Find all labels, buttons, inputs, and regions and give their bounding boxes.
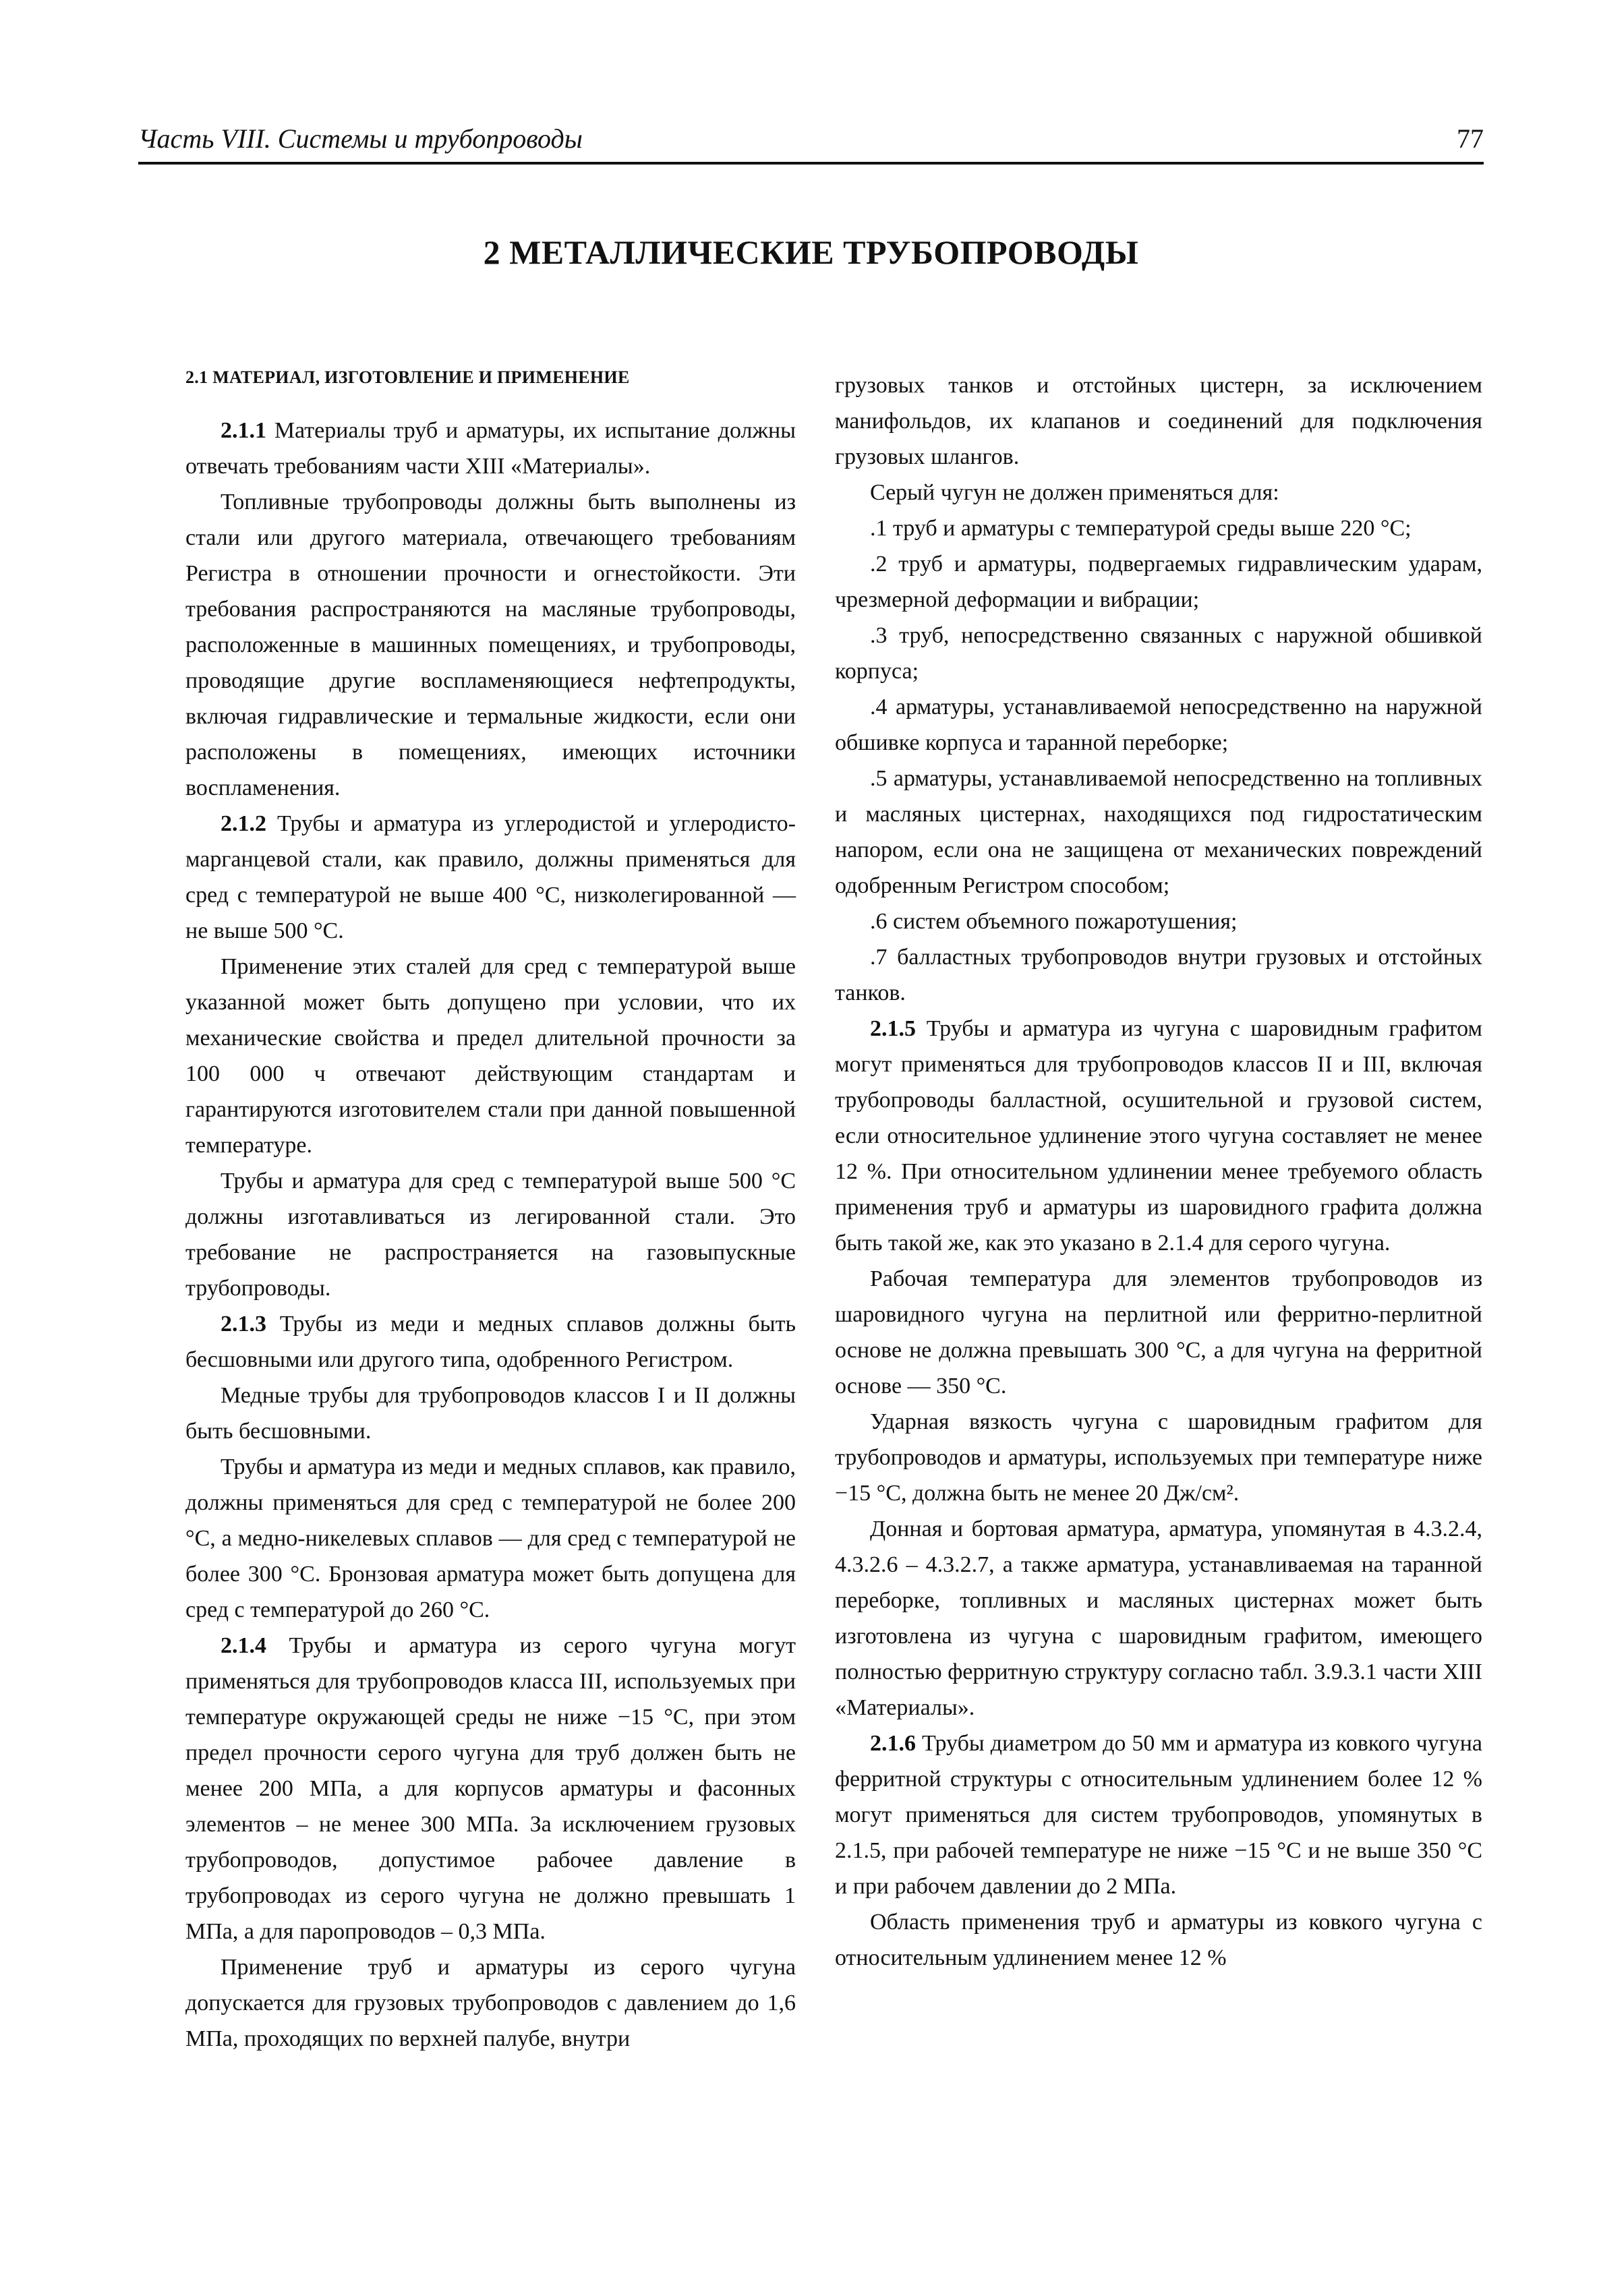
paragraph-2-1-5 xyxy=(835,1011,1482,1261)
paragraph: грузовых танков и отстойных цистерн, за исключением манифольдов, их клапанов и соединений для подключения грузовых шлангов. xyxy=(835,373,1482,469)
paragraph: Донная и бортовая арматура, арматура, упомянутая в 4.3.2.4, 4.3.2.6 – 4.3.2.7, а также арматура, устанавливаемая на таранной переборке, топливных и масляных цистернах может быть изготовлена из чугуна с шаровидным графитом, имеющего полностью ферритную структуру согласно табл. 3.9.3.1 части XIII «Материалы». xyxy=(835,1517,1482,1720)
paragraph-text: Трубы и арматура из чугуна с шаровидным графитом могут применяться для трубопроводов классов II и III, включая трубопроводы балластной, осушительной и грузовой систем, если относительное удлинение этого чугуна составляет не менее 12 %. При относительном удлинении менее требуемого область применения труб и арматуры из шаровидного графита должна быть такой же, как это указано в 2.1.4 для серого чугуна. xyxy=(835,1016,1482,1256)
paragraph-text: Трубы и арматура из серого чугуна могут применяться для трубопроводов класса III, используемых при температуре окружающей среды не ниже −15 °С, при этом предел прочности серого чугуна для труб должен быть не менее 200 МПа, а для корпусов арматуры и фасонных элементов – не менее 300 МПа. За исключением грузовых трубопроводов, допустимое рабочее давление в трубопроводах из серого чугуна не должно превышать 1 МПа, а для паропроводов – 0,3 МПа. xyxy=(185,1633,796,1944)
clause-number: 2.1.6 xyxy=(870,1731,916,1756)
paragraph: Ударная вязкость чугуна с шаровидным графитом для трубопроводов и арматуры, используемых при температуре ниже −15 °С, должна быть не менее 20 Дж/см². xyxy=(835,1409,1482,1506)
paragraph: Трубы и арматура для сред с температурой выше 500 °С должны изготавливаться из легированной стали. Это требование не распространяется на газовыпускные трубопроводы. xyxy=(185,1169,796,1301)
list-item: .7 балластных трубопроводов внутри грузовых и отстойных танков. xyxy=(835,945,1482,1005)
list-item: .1 труб и арматуры с температурой среды выше 220 °С; xyxy=(870,516,1412,541)
subsection-heading: 2.1 МАТЕРИАЛ, ИЗГОТОВЛЕНИЕ И ПРИМЕНЕНИЕ xyxy=(185,367,630,387)
paragraph-text: Трубы и арматура из углеродистой и углеродисто-марганцевой стали, как правило, должны применяться для сред с температурой не выше 400 °С, низколегированной — не выше 500 °С. xyxy=(185,811,796,943)
paragraph-2-1-3 xyxy=(185,1306,796,1378)
list-item: .2 труб и арматуры, подвергаемых гидравлическим ударам, чрезмерной деформации и вибрации; xyxy=(835,552,1482,612)
running-header xyxy=(138,121,1484,165)
clause-number: 2.1.5 xyxy=(870,1016,916,1041)
page-number: 77 xyxy=(1457,123,1484,154)
clause-number: 2.1.1 xyxy=(221,418,266,443)
paragraph-2-1-6 xyxy=(835,1726,1482,1904)
clause-number: 2.1.3 xyxy=(221,1312,266,1336)
paragraph-2-1-4 xyxy=(185,1628,796,1949)
paragraph: Применение этих сталей для сред с температурой выше указанной может быть допущено при условии, что их механические свойства и предел длительной прочности за 100 000 ч отвечают действующим стандартам и гарантируются изготовителем стали при данной повышенной температуре. xyxy=(185,954,796,1158)
paragraph: Применение труб и арматуры из серого чугуна допускается для грузовых трубопроводов с давлением до 1,6 МПа, проходящих по верхней палубе, внутри xyxy=(185,1955,796,2051)
paragraph-text: Трубы диаметром до 50 мм и арматура из ковкого чугуна ферритной структуры с относительным удлинением более 12 % могут применяться для систем трубопроводов, упомянутых в 2.1.5, при рабочей температуре не ниже −15 °С и не выше 350 °С и при рабочем давлении до 2 МПа. xyxy=(835,1731,1482,1899)
left-column xyxy=(185,364,796,2057)
paragraph-2-1-2 xyxy=(185,806,796,949)
paragraph: Область применения труб и арматуры из ковкого чугуна с относительным удлинением менее 12 % xyxy=(835,1910,1482,1970)
paragraph: Рабочая температура для элементов трубопроводов из шаровидного чугуна на перлитной или ферритно-перлитной основе не должна превышать 300 °С, а для чугуна на ферритной основе — 350 °С. xyxy=(835,1266,1482,1399)
paragraph-text: Трубы из меди и медных сплавов должны быть бесшовными или другого типа, одобренного Регистром. xyxy=(185,1312,796,1372)
clause-number: 2.1.2 xyxy=(221,811,266,836)
paragraph: Серый чугун не должен применяться для: xyxy=(870,480,1279,505)
section-title: 2 МЕТАЛЛИЧЕСКИЕ ТРУБОПРОВОДЫ xyxy=(483,233,1139,271)
list-item: .4 арматуры, устанавливаемой непосредственно на наружной обшивке корпуса и таранной переборке; xyxy=(835,695,1482,755)
list-item: .6 систем объемного пожаротушения; xyxy=(870,909,1238,934)
list-item: .3 труб, непосредственно связанных с наружной обшивкой корпуса; xyxy=(835,623,1482,684)
paragraph: Медные трубы для трубопроводов классов I и II должны быть бесшовными. xyxy=(185,1383,796,1444)
paragraph: Топливные трубопроводы должны быть выполнены из стали или другого материала, отвечающего требованиям Регистра в отношении прочности и огнестойкости. Эти требования распространяются на масляные трубопроводы, расположенные в машинных помещениях, и трубопроводы, проводящие другие воспламеняющиеся нефтепродукты, включая гидравлические и термальные жидкости, если они расположены в помещениях, имеющих источники воспламенения. xyxy=(185,490,796,800)
clause-number: 2.1.4 xyxy=(221,1633,266,1658)
right-column xyxy=(835,367,1482,1976)
list-item: .5 арматуры, устанавливаемой непосредственно на топливных и масляных цистернах, находящихся под гидростатическим напором, если она не защищена от механических повреждений одобренным Регистром способом; xyxy=(835,766,1482,898)
paragraph-text: Материалы труб и арматуры, их испытание должны отвечать требованиям части XIII «Материалы». xyxy=(185,418,796,479)
header-part-title: Часть VIII. Системы и трубопроводы xyxy=(138,123,583,154)
paragraph: Трубы и арматура из меди и медных сплавов, как правило, должны применяться для сред с температурой не более 200 °С, а медно-никелевых сплавов — для сред с температурой не более 300 °С. Бронзовая арматура может быть допущена для сред с температурой до 260 °С. xyxy=(185,1454,796,1622)
paragraph-2-1-1 xyxy=(185,413,796,484)
